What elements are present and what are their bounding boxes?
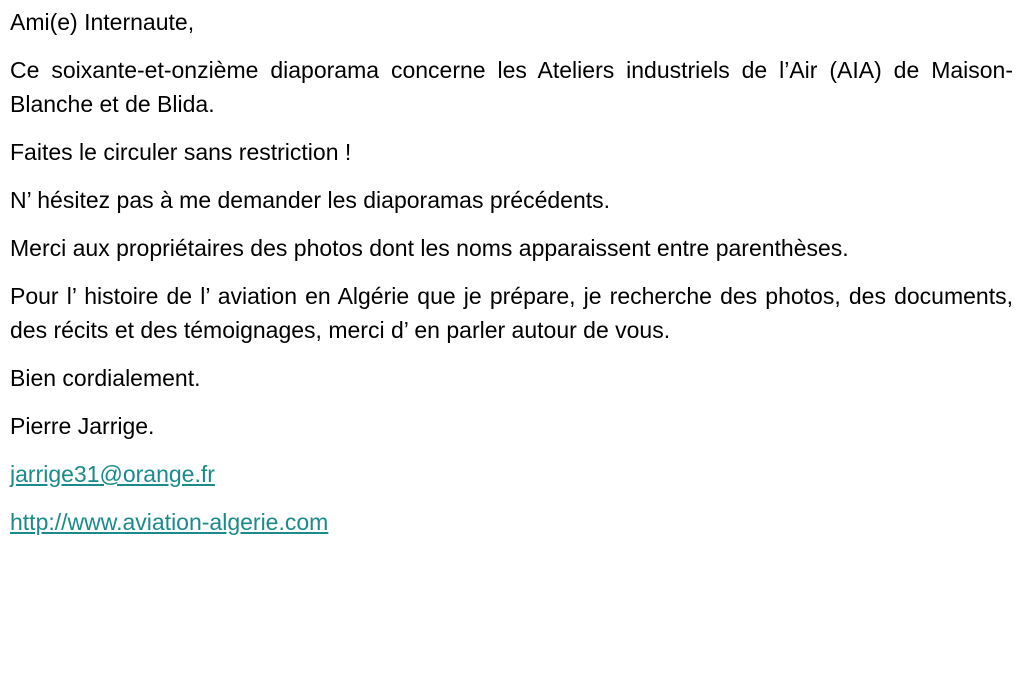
request-paragraph: Pour l’ histoire de l’ aviation en Algérie que je prépare, je recherche des photos, des documents, des récits et des témoignages, merci d’ en parler autour de vous. (10, 283, 1013, 343)
website-line (10, 505, 1013, 539)
website-link[interactable]: http://www.aviation-algerie.com (10, 509, 329, 535)
previous-paragraph: N’ hésitez pas à me demander les diaporamas précédents. (10, 187, 611, 213)
email-link[interactable]: jarrige31@orange.fr (10, 461, 215, 487)
intro-paragraph: Ce soixante-et-onzième diaporama concerne les Ateliers industriels de l’Air (AIA) de Maison-Blanche et de Blida. (10, 57, 1013, 117)
email-line (10, 457, 1013, 491)
closing-text: Bien cordialement. (10, 365, 201, 391)
greeting-text: Ami(e) Internaute, (10, 9, 195, 35)
share-paragraph: Faites le circuler sans restriction ! (10, 139, 352, 165)
letter-page (10, 5, 1013, 553)
thanks-paragraph: Merci aux propriétaires des photos dont les noms apparaissent entre parenthèses. (10, 235, 849, 261)
signature-text: Pierre Jarrige. (10, 413, 155, 439)
